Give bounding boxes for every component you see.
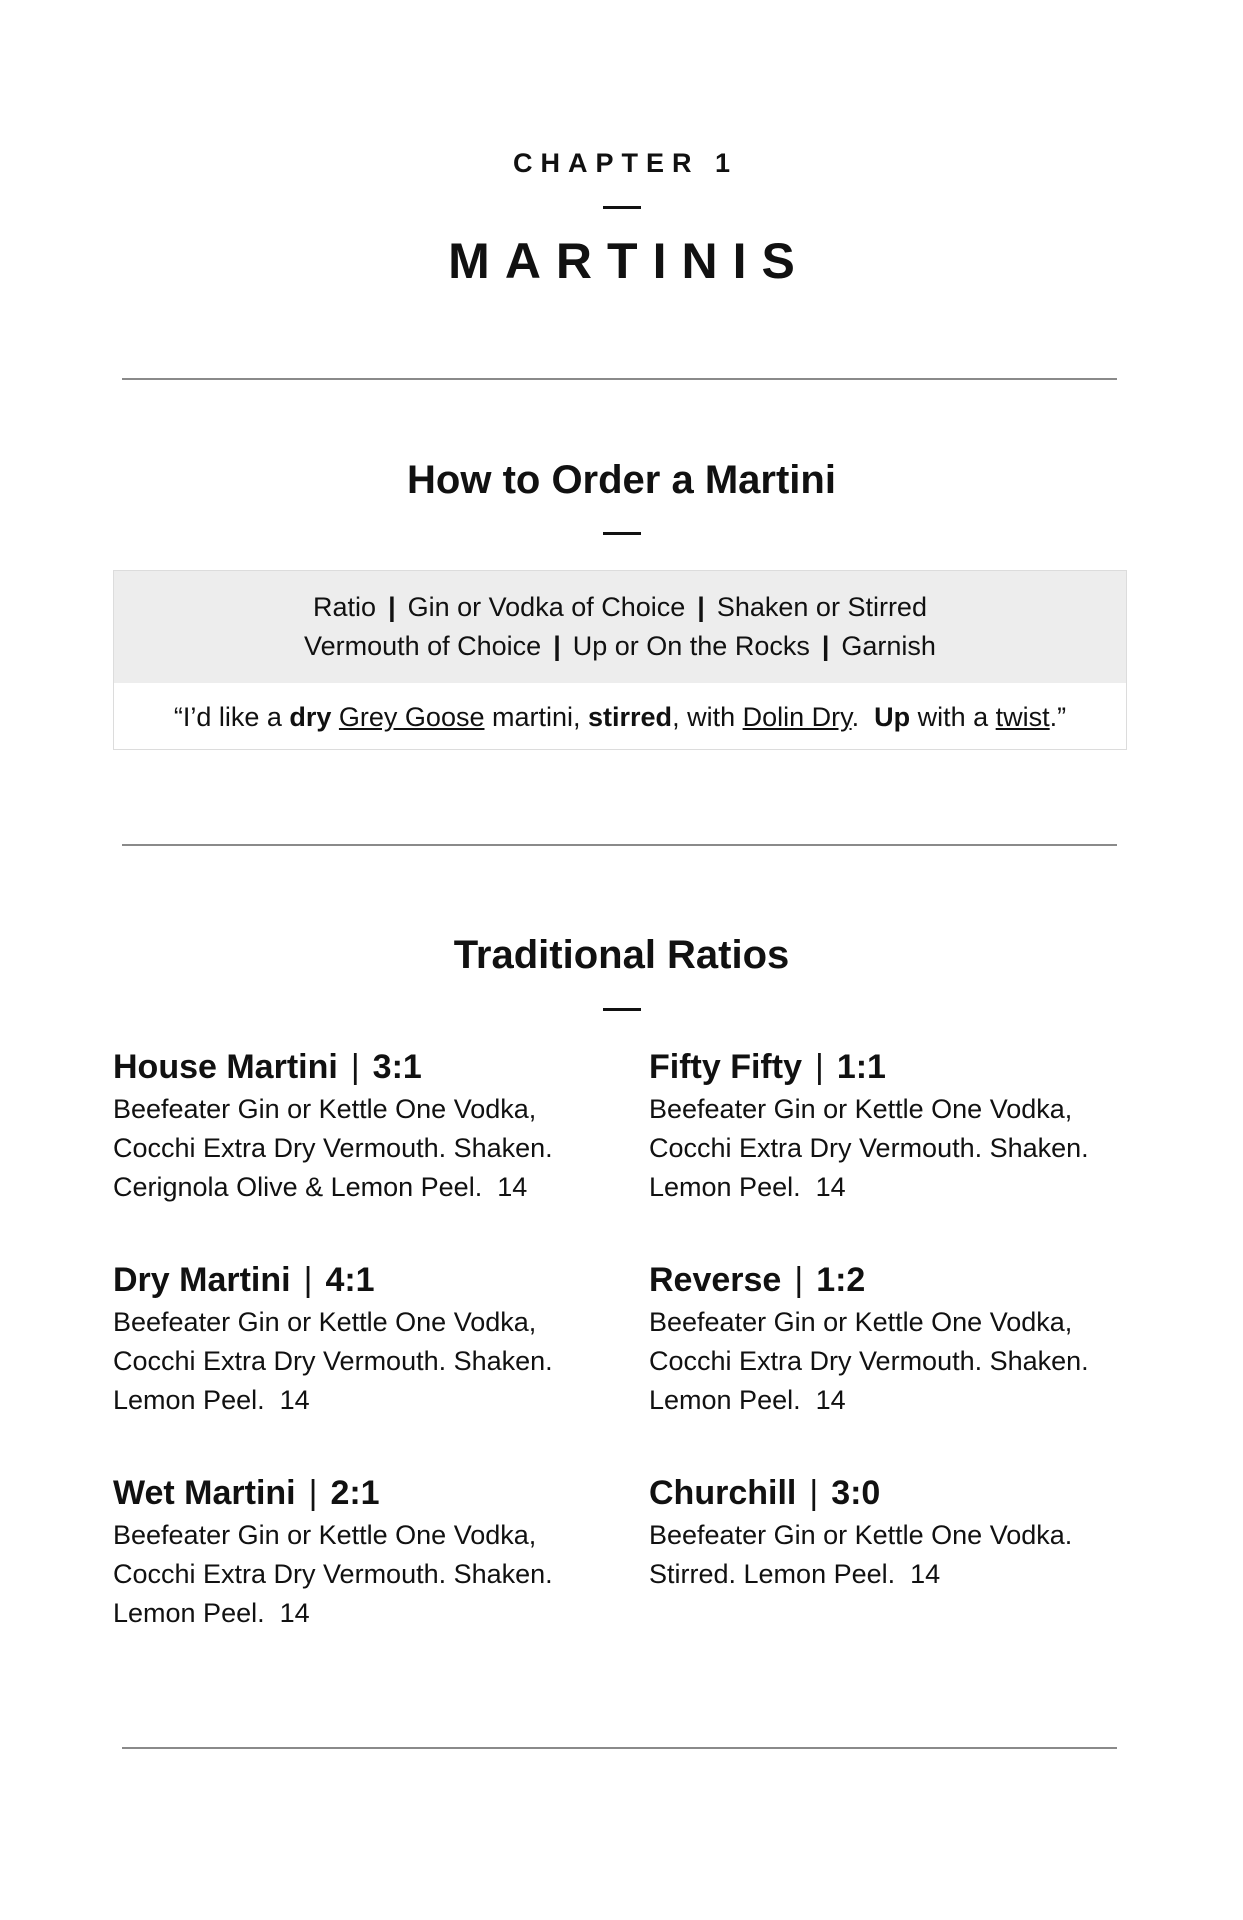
drink-description-line: Cerignola Olive & Lemon Peel. 14 xyxy=(113,1172,528,1202)
order-step: Gin or Vodka of Choice xyxy=(407,592,686,622)
drink-description-line: Stirred. Lemon Peel. 14 xyxy=(649,1559,941,1589)
order-step: Shaken or Stirred xyxy=(716,592,927,622)
order-step: Ratio xyxy=(313,592,377,622)
drink-description-line: Lemon Peel. 14 xyxy=(113,1598,310,1628)
drink-description-line: Lemon Peel. 14 xyxy=(649,1385,846,1415)
drink-description-line: Beefeater Gin or Kettle One Vodka, xyxy=(649,1094,1073,1124)
order-step: Up or On the Rocks xyxy=(572,631,810,661)
ratio-separator: | xyxy=(350,1048,360,1086)
drink-description-line: Cocchi Extra Dry Vermouth. Shaken. xyxy=(113,1133,553,1163)
section-rule xyxy=(122,1747,1117,1749)
ratio-separator: | xyxy=(794,1261,804,1299)
example-text: “I’d like a xyxy=(173,702,290,732)
drink-description-line: Cocchi Extra Dry Vermouth. Shaken. xyxy=(113,1559,553,1589)
drink-description xyxy=(649,1516,1139,1594)
drink-name: Wet Martini xyxy=(113,1474,296,1512)
chapter-divider-dash xyxy=(603,206,641,209)
drink-item-reverse xyxy=(649,1258,1139,1420)
chapter-title: MARTINIS xyxy=(448,233,810,289)
step-separator: | xyxy=(553,631,561,661)
order-step: Vermouth of Choice xyxy=(304,631,542,661)
ratio-separator: | xyxy=(814,1048,824,1086)
drink-description-line: Beefeater Gin or Kettle One Vodka, xyxy=(113,1094,537,1124)
traditional-ratios-title: Traditional Ratios xyxy=(453,933,790,977)
ratio-separator: | xyxy=(809,1474,819,1512)
drink-name: House Martini xyxy=(113,1048,338,1086)
drink-description-line: Cocchi Extra Dry Vermouth. Shaken. xyxy=(113,1346,553,1376)
ratio-separator: | xyxy=(308,1474,318,1512)
drink-item-house-martini xyxy=(113,1045,603,1207)
example-ratio-word: dry xyxy=(289,702,332,732)
drink-description-line: Beefeater Gin or Kettle One Vodka, xyxy=(649,1307,1073,1337)
ratio-separator: | xyxy=(303,1261,313,1299)
drink-heading xyxy=(113,1045,603,1089)
drink-description xyxy=(113,1516,603,1633)
order-format-box xyxy=(113,570,1127,750)
drink-ratio: 1:2 xyxy=(816,1261,866,1299)
drink-description xyxy=(649,1303,1139,1420)
drink-heading xyxy=(113,1258,603,1302)
traditional-ratios-dash xyxy=(603,1008,641,1011)
how-to-order-dash xyxy=(603,532,641,535)
section-rule xyxy=(122,844,1117,846)
drink-item-wet-martini xyxy=(113,1471,603,1633)
chapter-label: CHAPTER 1 xyxy=(512,148,739,178)
drink-description-line: Beefeater Gin or Kettle One Vodka, xyxy=(113,1520,537,1550)
drink-description-line: Beefeater Gin or Kettle One Vodka. xyxy=(649,1520,1073,1550)
order-steps-panel xyxy=(114,571,1126,683)
drink-description-line: Cocchi Extra Dry Vermouth. Shaken. xyxy=(649,1346,1089,1376)
example-garnish: twist xyxy=(995,702,1050,732)
drink-name: Reverse xyxy=(649,1261,782,1299)
drink-description-line: Lemon Peel. 14 xyxy=(113,1385,310,1415)
order-step: Garnish xyxy=(841,631,936,661)
step-separator: | xyxy=(821,631,830,661)
drink-name: Dry Martini xyxy=(113,1261,291,1299)
drink-item-dry-martini xyxy=(113,1258,603,1420)
example-text: , with xyxy=(672,702,743,732)
example-spirit: Grey Goose xyxy=(338,702,485,732)
drink-name: Fifty Fifty xyxy=(649,1048,802,1086)
example-method: stirred xyxy=(588,702,673,732)
drink-heading xyxy=(649,1258,1139,1302)
drink-heading xyxy=(113,1471,603,1515)
step-separator: | xyxy=(697,592,705,622)
drink-ratio: 3:0 xyxy=(831,1474,881,1512)
example-service: Up xyxy=(874,702,911,732)
drink-heading xyxy=(649,1471,1139,1515)
drink-heading xyxy=(649,1045,1139,1089)
section-rule xyxy=(122,378,1117,380)
order-steps-row-2 xyxy=(114,627,1126,666)
drink-ratio: 2:1 xyxy=(330,1474,380,1512)
drink-ratio: 1:1 xyxy=(836,1048,886,1086)
example-vermouth: Dolin Dry xyxy=(742,702,852,732)
drink-description-line: Cocchi Extra Dry Vermouth. Shaken. xyxy=(649,1133,1089,1163)
example-text: . xyxy=(851,702,875,732)
drink-item-fifty-fifty xyxy=(649,1045,1139,1207)
drink-ratio: 4:1 xyxy=(325,1261,375,1299)
example-text: martini, xyxy=(484,702,589,732)
example-text: with a xyxy=(910,702,996,732)
order-steps-row-1 xyxy=(114,588,1126,627)
drink-description xyxy=(113,1090,603,1207)
step-separator: | xyxy=(388,592,396,622)
drink-description xyxy=(649,1090,1139,1207)
order-example xyxy=(114,683,1126,751)
drink-name: Churchill xyxy=(649,1474,797,1512)
drink-ratio: 3:1 xyxy=(372,1048,422,1086)
drink-description-line: Beefeater Gin or Kettle One Vodka, xyxy=(113,1307,537,1337)
drink-description xyxy=(113,1303,603,1420)
drink-item-churchill xyxy=(649,1471,1139,1594)
drink-description-line: Lemon Peel. 14 xyxy=(649,1172,846,1202)
example-text xyxy=(331,702,339,732)
example-text: .” xyxy=(1049,702,1067,732)
how-to-order-title: How to Order a Martini xyxy=(407,458,836,502)
